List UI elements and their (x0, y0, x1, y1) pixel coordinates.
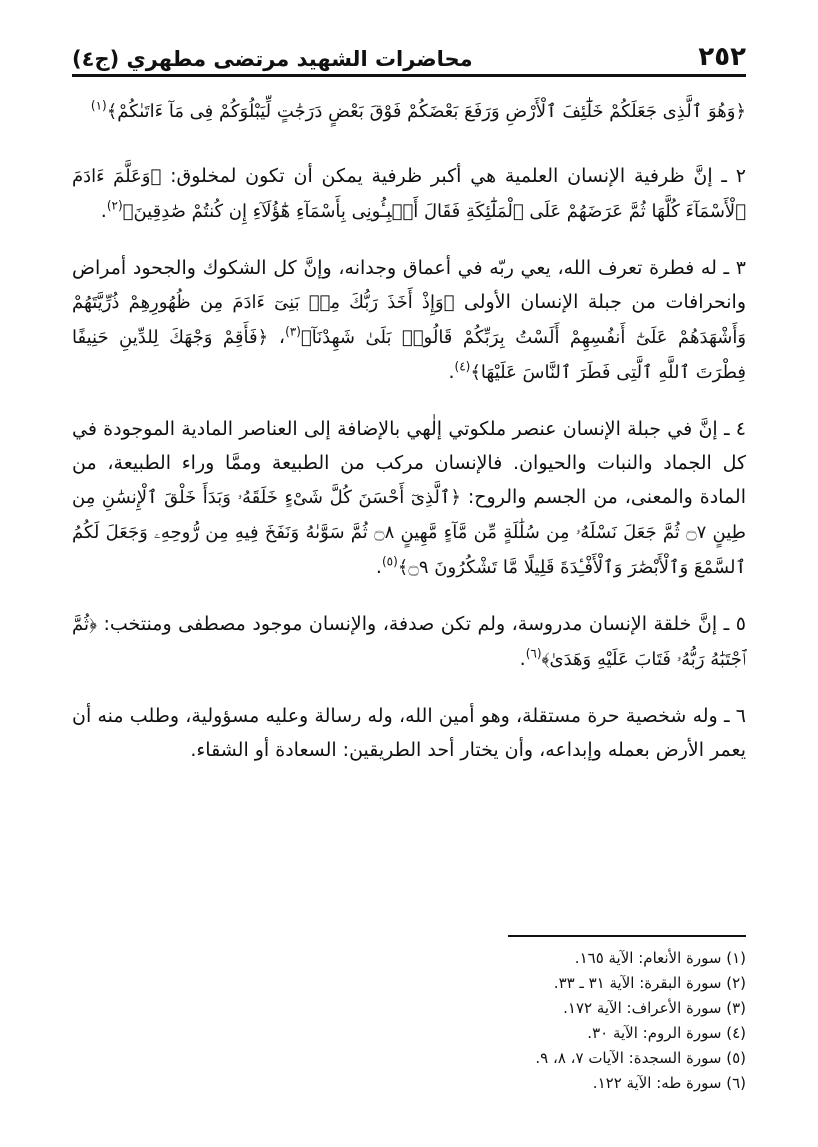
paragraph-text: ٥ ـ إنَّ خلقة الإنسان مدروسة، ولم تكن صدفة، والإنسان موجود مصطفى ومنتخب: (96, 613, 746, 635)
footnote: (٢) سورة البقرة: الآية ٣١ ـ ٣٣. (553, 974, 746, 992)
footnote: (١) سورة الأنعام: الآية ١٦٥. (574, 949, 746, 967)
book-title: محاضرات الشهيد مرتضى مطهري (ج٤) (72, 47, 473, 71)
paragraph-text: ٤ ـ إنَّ في جبلة الإنسان عنصر ملكوتي إلٰهي بالإضافة إلى العناصر المادية الموجودة في كل الجماد والنبات والحيوان. فالإنسان مركب من الطبيعة وممَّا وراء الطبيعة، من المادة والمعنى، من الجسم والروح: (72, 418, 747, 508)
paragraph-2 (72, 159, 746, 229)
footnote: (٦) سورة طه: الآية ١٢٢. (592, 1074, 746, 1092)
footnote-ref: (١) (90, 98, 107, 113)
paragraph-4 (72, 412, 746, 585)
running-header (72, 30, 746, 70)
paragraph-tail: . (100, 200, 107, 222)
paragraph-text: ٣ ـ له فطرة تعرف الله، يعي ربّه في أعماق وجدانه، وإنَّ كل الشكوك والجحود أمراض وانحرافات من جبلة الإنسان الأولى (72, 257, 746, 313)
footnote-ref: (٣) (285, 324, 301, 339)
footnote-ref: (٦) (525, 646, 542, 661)
paragraph-text-2: ، (268, 326, 286, 348)
footnote-ref: (٥) (381, 554, 398, 569)
footnote-ref-2: (٤) (454, 359, 471, 374)
paragraph-tail: . (375, 556, 382, 578)
quran-verse: ﴿وَهُوَ ٱلَّذِى جَعَلَكُمْ خَلَٰٓئِفَ ٱلْأَرْضِ وَرَفَعَ بَعْضَكُمْ فَوْقَ بَعْضٍ دَرَجَٰتٍ لِّيَبْلُوَكُمْ فِى مَآ ءَاتَىٰكُمْ﴾ (106, 101, 746, 122)
quran-verse: ﴿ثُمَّ ٱجْتَبَٰهُ رَبُّهُۥ فَتَابَ عَلَيْهِ وَهَدَىٰ﴾ (72, 614, 746, 670)
paragraph-6 (72, 699, 746, 767)
quran-verse: ﴿وَعَلَّمَ ءَادَمَ ٱلْأَسْمَآءَ كُلَّهَا ثُمَّ عَرَضَهُمْ عَلَى ٱلْمَلَٰٓئِكَةِ فَقَالَ أَنۢبِـُٔونِى بِأَسْمَآءِ هَٰٓؤُلَآءِ إِن كُنتُمْ صَٰدِقِينَ﴾ (72, 166, 746, 222)
paragraph-tail: . (519, 648, 526, 670)
footnotes (72, 946, 746, 1096)
footnote: (٤) سورة الروم: الآية ٣٠. (587, 1024, 746, 1042)
paragraph-3 (72, 251, 746, 390)
page-number: ٢٥٢ (698, 42, 746, 72)
footnote-ref: (٢) (106, 198, 123, 213)
main-text (72, 94, 746, 789)
header-rule (72, 74, 746, 77)
paragraph-1 (72, 94, 746, 129)
footnote: (٣) سورة الأعراف: الآية ١٧٢. (563, 999, 746, 1017)
footnote-rule (508, 935, 746, 937)
footnote: (٥) سورة السجدة: الآيات ٧، ٨، ٩. (535, 1049, 746, 1067)
quran-verse: ﴿وَإِذْ أَخَذَ رَبُّكَ مِنۢ بَنِىٓ ءَادَمَ مِن ظُهُورِهِمْ ذُرِّيَّتَهُمْ وَأَشْهَدَهُمْ عَلَىٰٓ أَنفُسِهِمْ أَلَسْتُ بِرَبِّكُمْ قَالُوا۟ بَلَىٰ شَهِدْنَآ﴾ (72, 292, 747, 348)
quran-verse: ﴿ٱلَّذِىٓ أَحْسَنَ كُلَّ شَىْءٍ خَلَقَهُۥ وَبَدَأَ خَلْقَ ٱلْإِنسَٰنِ مِن طِينٍ ۝٧ ثُمَّ جَعَلَ نَسْلَهُۥ مِن سُلَٰلَةٍ مِّن مَّآءٍ مَّهِينٍ ۝٨ ثُمَّ سَوَّىٰهُ وَنَفَخَ فِيهِ مِن رُّوحِهِۦ وَجَعَلَ لَكُمُ ٱلسَّمْعَ وَٱلْأَبْصَٰرَ وَٱلْأَفْـِٔدَةَ قَلِيلًا مَّا تَشْكُرُونَ ۝٩﴾ (72, 487, 747, 578)
quran-verse-2: ﴿فَأَقِمْ وَجْهَكَ لِلدِّينِ حَنِيفًا فِطْرَتَ ٱللَّهِ ٱلَّتِى فَطَرَ ٱلنَّاسَ عَلَيْهَا﴾ (72, 327, 746, 383)
paragraph-tail: . (448, 361, 455, 383)
paragraph-text: ٢ ـ إنَّ ظرفية الإنسان العلمية هي أكبر ظرفية يمكن أن تكون لمخلوق: (161, 165, 746, 187)
paragraph-5 (72, 607, 746, 677)
paragraph-text: ٦ ـ وله شخصية حرة مستقلة، وهو أمين الله، وله رسالة وعليه مسؤولية، وطلب منه أن يعمر الأرض بعمله وإبداعه، وأن يختار أحد الطريقين: السعادة أو الشقاء. (72, 705, 746, 761)
